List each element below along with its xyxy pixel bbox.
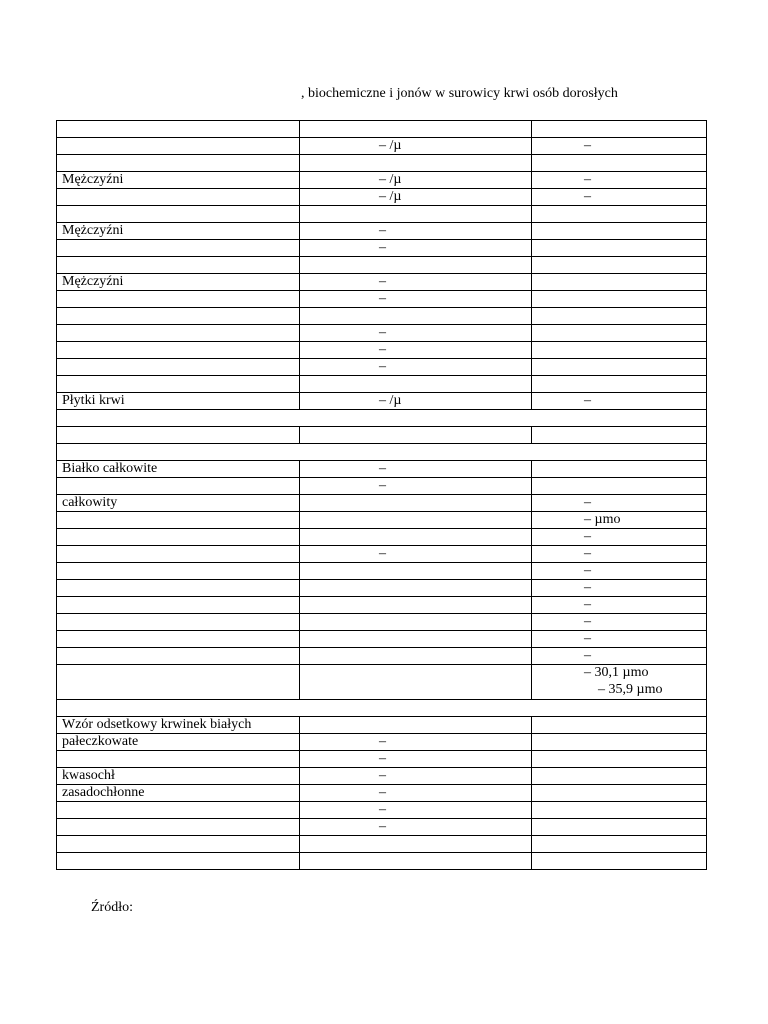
- column-divider: [299, 614, 300, 631]
- column-divider: [531, 717, 532, 734]
- range-alt-cell: –: [584, 614, 591, 629]
- column-divider: [299, 155, 300, 172]
- column-divider: [299, 461, 300, 478]
- range-cell: –: [379, 734, 386, 749]
- column-divider: [531, 802, 532, 819]
- table-row: [56, 579, 706, 596]
- column-divider: [299, 342, 300, 359]
- parameter-cell: kwasochł: [62, 768, 115, 783]
- column-divider: [531, 121, 532, 138]
- table-bottom-border: [56, 869, 706, 870]
- table-right-border: [706, 120, 707, 870]
- range-alt-cell: –: [584, 393, 591, 408]
- range-alt-cell: –: [584, 529, 591, 544]
- range-alt-cell: –: [584, 648, 591, 663]
- column-divider: [531, 580, 532, 597]
- range-alt-cell: –: [584, 597, 591, 612]
- range-cell: – /µ: [379, 189, 402, 204]
- column-divider: [531, 785, 532, 802]
- parameter-cell: Mężczyźni: [62, 223, 124, 238]
- column-divider: [531, 734, 532, 751]
- lab-values-table: [56, 120, 708, 870]
- column-divider: [299, 836, 300, 853]
- table-row: [56, 341, 706, 358]
- column-divider: [531, 291, 532, 308]
- table-row: [56, 613, 706, 630]
- column-divider: [531, 478, 532, 495]
- parameter-cell: Mężczyźni: [62, 172, 124, 187]
- column-divider: [531, 512, 532, 529]
- range-alt-cell: –: [584, 172, 591, 187]
- column-divider: [531, 189, 532, 206]
- column-divider: [299, 427, 300, 444]
- range-cell: –: [379, 223, 386, 238]
- range-alt-cell: – µmo: [584, 512, 621, 527]
- table-row: [56, 630, 706, 647]
- range-cell: –: [379, 802, 386, 817]
- column-divider: [299, 597, 300, 614]
- range-cell: – /µ: [379, 138, 402, 153]
- column-divider: [531, 359, 532, 376]
- column-divider: [531, 631, 532, 648]
- table-row: [56, 664, 706, 699]
- column-divider: [299, 138, 300, 155]
- column-divider: [299, 717, 300, 734]
- column-divider: [531, 495, 532, 512]
- column-divider: [299, 529, 300, 546]
- table-row: [56, 562, 706, 579]
- column-divider: [299, 206, 300, 223]
- table-row: [56, 120, 706, 137]
- range-alt-cell: –: [584, 546, 591, 561]
- column-divider: [299, 546, 300, 563]
- column-divider: [531, 342, 532, 359]
- table-row: [56, 699, 706, 716]
- column-divider: [299, 751, 300, 768]
- column-divider: [531, 308, 532, 325]
- table-row: [56, 460, 706, 477]
- table-row: [56, 137, 706, 154]
- column-divider: [299, 376, 300, 393]
- parameter-cell: pałeczkowate: [62, 734, 139, 749]
- column-divider: [531, 665, 532, 700]
- range-alt-cell: –: [584, 138, 591, 153]
- table-row: [56, 154, 706, 171]
- table-row: [56, 494, 706, 511]
- table-row: [56, 767, 706, 784]
- column-divider: [299, 189, 300, 206]
- column-divider: [299, 853, 300, 870]
- column-divider: [531, 223, 532, 240]
- column-divider: [299, 819, 300, 836]
- table-row: [56, 290, 706, 307]
- parameter-cell: Wzór odsetkowy krwinek białych: [62, 717, 252, 732]
- column-divider: [299, 631, 300, 648]
- parameter-cell: Mężczyźni: [62, 274, 124, 289]
- table-row: [56, 324, 706, 341]
- range-cell: –: [379, 325, 386, 340]
- column-divider: [531, 648, 532, 665]
- table-row: [56, 358, 706, 375]
- table-row: [56, 835, 706, 852]
- column-divider: [531, 138, 532, 155]
- range-cell: –: [379, 478, 386, 493]
- column-divider: [299, 802, 300, 819]
- column-divider: [531, 274, 532, 291]
- table-row: [56, 307, 706, 324]
- column-divider: [299, 223, 300, 240]
- table-row: [56, 784, 706, 801]
- range-cell: –: [379, 342, 386, 357]
- table-row: [56, 188, 706, 205]
- column-divider: [531, 614, 532, 631]
- range-alt-cell: –: [584, 189, 591, 204]
- range-cell: –: [379, 291, 386, 306]
- range-cell: –: [379, 819, 386, 834]
- range-alt-cell: –: [584, 580, 591, 595]
- column-divider: [531, 853, 532, 870]
- table-row: [56, 273, 706, 290]
- column-divider: [299, 734, 300, 751]
- parameter-cell: Płytki krwi: [62, 393, 125, 408]
- table-row: [56, 392, 706, 409]
- column-divider: [299, 257, 300, 274]
- column-divider: [299, 580, 300, 597]
- column-divider: [531, 768, 532, 785]
- range-cell: –: [379, 461, 386, 476]
- parameter-cell: Białko całkowite: [62, 461, 158, 476]
- page-title: , biochemiczne i jonów w surowicy krwi osób dorosłych: [301, 86, 618, 101]
- column-divider: [299, 563, 300, 580]
- column-divider: [299, 240, 300, 257]
- column-divider: [299, 325, 300, 342]
- column-divider: [531, 461, 532, 478]
- column-divider: [299, 665, 300, 700]
- column-divider: [531, 427, 532, 444]
- table-row: [56, 596, 706, 613]
- column-divider: [531, 546, 532, 563]
- column-divider: [531, 819, 532, 836]
- column-divider: [531, 257, 532, 274]
- table-row: [56, 239, 706, 256]
- table-row: [56, 511, 706, 528]
- table-row: [56, 647, 706, 664]
- range-cell: –: [379, 274, 386, 289]
- range-cell: –: [379, 751, 386, 766]
- table-row: [56, 716, 706, 733]
- range-cell: –: [379, 768, 386, 783]
- column-divider: [299, 495, 300, 512]
- column-divider: [299, 274, 300, 291]
- column-divider: [299, 785, 300, 802]
- column-divider: [299, 648, 300, 665]
- source-label: Źródło:: [91, 900, 133, 915]
- range-cell: –: [379, 359, 386, 374]
- table-row: [56, 426, 706, 443]
- range-cell: –: [379, 546, 386, 561]
- column-divider: [299, 393, 300, 410]
- column-divider: [531, 836, 532, 853]
- table-row: [56, 750, 706, 767]
- range-alt-cell: – 35,9 µmo: [598, 682, 663, 697]
- column-divider: [299, 121, 300, 138]
- table-row: [56, 171, 706, 188]
- table-row: [56, 409, 706, 426]
- table-row: [56, 256, 706, 273]
- column-divider: [299, 768, 300, 785]
- range-cell: –: [379, 785, 386, 800]
- table-row: [56, 818, 706, 835]
- column-divider: [531, 751, 532, 768]
- table-row: [56, 375, 706, 392]
- range-alt-cell: –: [584, 563, 591, 578]
- column-divider: [531, 325, 532, 342]
- table-row: [56, 205, 706, 222]
- parameter-cell: całkowity: [62, 495, 118, 510]
- column-divider: [299, 308, 300, 325]
- column-divider: [299, 478, 300, 495]
- table-row: [56, 545, 706, 562]
- range-alt-cell: – 30,1 µmo: [584, 665, 649, 680]
- column-divider: [299, 512, 300, 529]
- parameter-cell: zasadochłonne: [62, 785, 145, 800]
- table-row: [56, 528, 706, 545]
- column-divider: [531, 206, 532, 223]
- table-row: [56, 852, 706, 869]
- range-alt-cell: –: [584, 631, 591, 646]
- column-divider: [531, 376, 532, 393]
- column-divider: [531, 240, 532, 257]
- column-divider: [531, 563, 532, 580]
- table-row: [56, 801, 706, 818]
- column-divider: [299, 172, 300, 189]
- range-alt-cell: –: [584, 495, 591, 510]
- column-divider: [531, 172, 532, 189]
- range-cell: –: [379, 240, 386, 255]
- table-row: [56, 222, 706, 239]
- table-row: [56, 443, 706, 460]
- column-divider: [531, 393, 532, 410]
- column-divider: [531, 529, 532, 546]
- column-divider: [531, 155, 532, 172]
- table-left-border: [56, 120, 57, 870]
- table-row: [56, 733, 706, 750]
- column-divider: [299, 291, 300, 308]
- column-divider: [531, 597, 532, 614]
- range-cell: – /µ: [379, 393, 402, 408]
- table-row: [56, 477, 706, 494]
- range-cell: – /µ: [379, 172, 402, 187]
- column-divider: [299, 359, 300, 376]
